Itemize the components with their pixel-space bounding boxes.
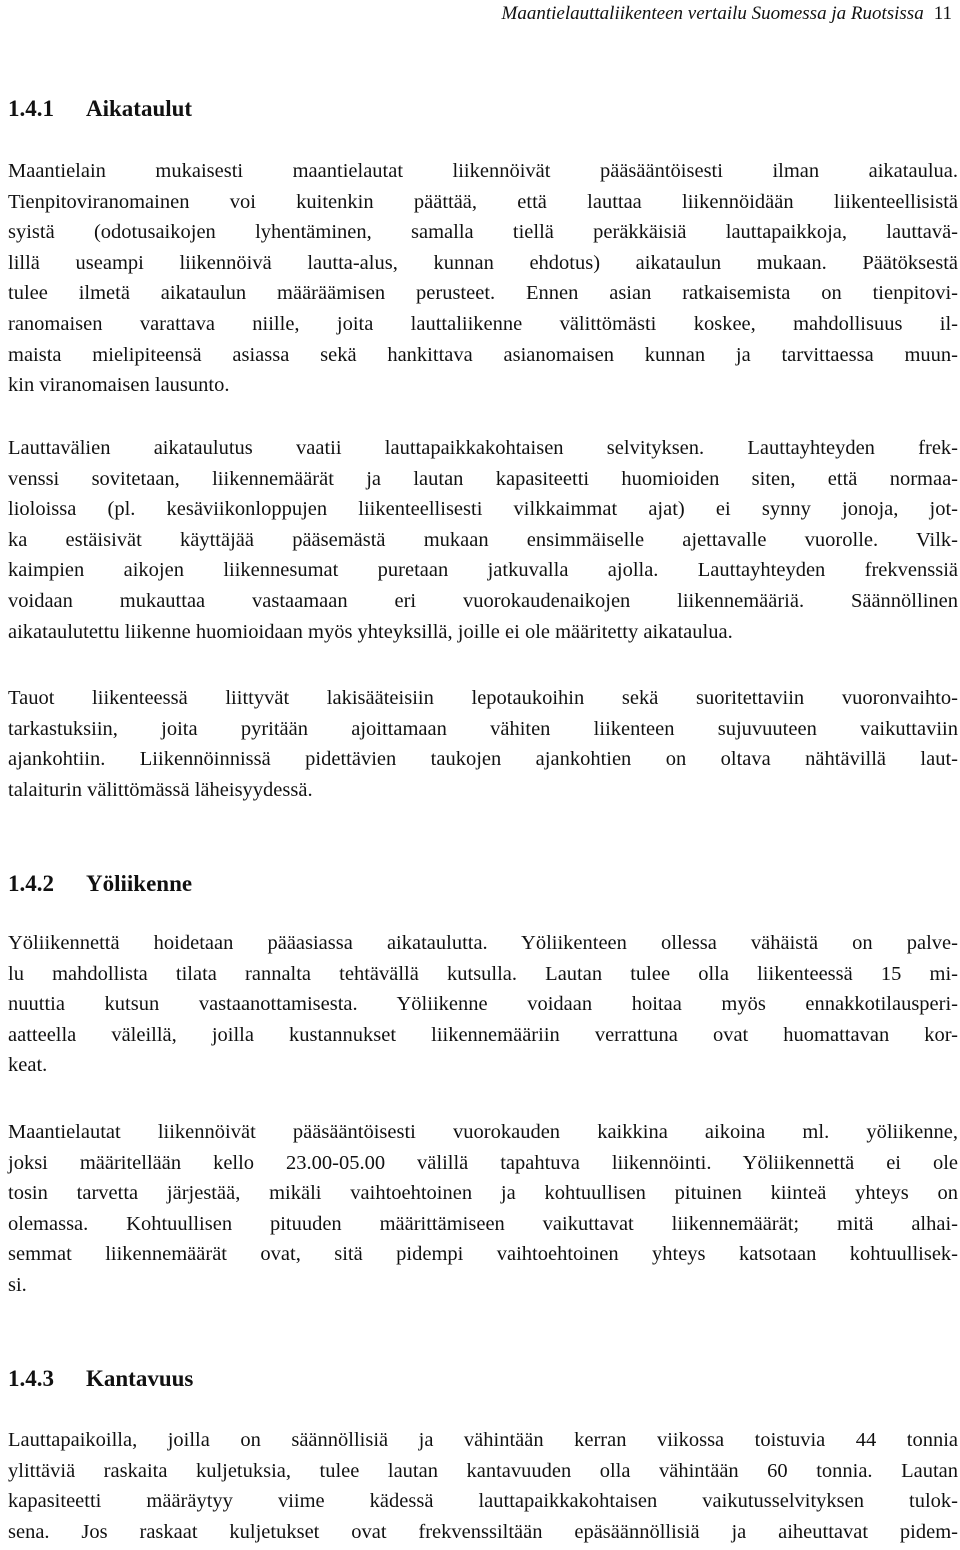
text-line: Maantielain mukaisesti maantielautat liikennöivät pääsääntöisesti ilman aikataulua. <box>8 160 958 182</box>
text-line: aikataulutettu liikenne huomioidaan myös yhteyksillä, joille ei ole määritetty aikataulua. <box>8 620 733 643</box>
paragraph <box>8 928 958 1081</box>
section-heading-1-4-2 <box>8 870 958 898</box>
paragraph <box>8 1117 958 1301</box>
paragraph <box>8 683 958 805</box>
text-line: ylittäviä raskaita kuljetuksia, tulee lautan kantavuuden olla vähintään 60 tonnia. Lautan <box>8 1459 958 1482</box>
text-line: lu mahdollista tilata rannalta tehtävällä kutsulla. Lautan tulee olla liikenteessä 15 mi- <box>8 962 958 985</box>
text-line: talaiturin välittömässä läheisyydessä. <box>8 778 313 801</box>
text-line: Lauttavälien aikataulutus vaatii lauttapaikkakohtaisen selvityksen. Lauttayhteyden frek- <box>8 437 958 459</box>
text-line: tulee ilmetä aikataulun määräämisen perusteet. Ennen asian ratkaisemista on tienpitovi- <box>8 282 958 305</box>
section-title: Aikataulut <box>86 96 193 121</box>
text-line: kapasiteetti määräytyy viime kädessä lauttapaikkakohtaisen vaikutusselvityksen tulok- <box>8 1490 958 1513</box>
running-header-title: Maantielauttaliikenteen vertailu Suomessa ja Ruotsissa <box>501 3 924 24</box>
section-title: Kantavuus <box>86 1366 194 1391</box>
text-line: keat. <box>8 1054 48 1077</box>
text-line: Tauot liikenteessä liittyvät lakisääteisiin lepotaukoihin sekä suoritettaviin vuoronvaihto- <box>8 687 958 709</box>
text-line: voidaan mukauttaa vastaamaan eri vuorokaudenaikojen liikennemääriä. Säännöllinen <box>8 589 958 612</box>
text-line: Yöliikennettä hoidetaan pääasiassa aikataulutta. Yöliikenteen ollessa vähäistä on palve- <box>8 932 958 954</box>
text-line: si. <box>8 1273 27 1296</box>
text-line: maista mielipiteensä asiassa sekä hankittava asianomaisen kunnan ja tarvittaessa muun- <box>8 343 958 366</box>
section-heading-1-4-3 <box>8 1365 958 1393</box>
page-number: 11 <box>933 3 952 24</box>
section-title: Yöliikenne <box>86 871 193 896</box>
running-header <box>502 2 952 26</box>
text-line: tosin tarvetta järjestää, mikäli vaihtoehtoinen ja kohtuullisen pituinen kiinteä yhteys on <box>8 1182 958 1205</box>
text-line: nuuttia kutsun vastaanottamisesta. Yöliikenne voidaan hoitaa myös ennakkotilausperi- <box>8 993 958 1016</box>
text-line: syistä (odotusaikojen lyhentäminen, samalla tiellä peräkkäisiä lauttapaikkoja, lauttavä- <box>8 221 958 244</box>
section-number: 1.4.3 <box>8 1366 54 1391</box>
section-number: 1.4.2 <box>8 871 54 896</box>
text-line: joksi määritellään kello 23.00-05.00 välillä tapahtuva liikennöinti. Yöliikennettä ei ole <box>8 1151 958 1174</box>
text-line: Maantielautat liikennöivät pääsääntöisesti vuorokauden kaikkina aikoina ml. yöliikenne, <box>8 1121 958 1143</box>
paragraph <box>8 433 958 647</box>
text-line: ranomaisen varattava niille, joita lauttaliikenne välittömästi koskee, mahdollisuus il- <box>8 312 958 335</box>
text-line: lioloissa (pl. kesäviikonloppujen liikenteellisesti vilkkaimmat ajat) ei synny jonoja, jot- <box>8 498 958 521</box>
text-line: kaimpien aikojen liikennesumat puretaan jatkuvalla ajolla. Lauttayhteyden frekvenssiä <box>8 559 958 582</box>
text-line: Lauttapaikoilla, joilla on säännöllisiä ja vähintään kerran viikossa toistuvia 44 tonnia <box>8 1429 958 1451</box>
text-line: sena. Jos raskaat kuljetukset ovat frekvenssiltään epäsäännöllisiä ja aiheuttavat pidem- <box>8 1520 958 1543</box>
text-line: lillä useampi liikennöivä lautta-alus, kunnan ehdotus) aikataulun mukaan. Päätöksestä <box>8 251 958 274</box>
text-line: tarkastuksiin, joita pyritään ajoittamaan vähiten liikenteen sujuvuuteen vaikuttaviin <box>8 717 958 740</box>
text-line: ajankohtiin. Liikennöinnissä pidettävien taukojen ajankohtien on oltava nähtävillä laut- <box>8 748 958 771</box>
text-line: semmat liikennemäärät ovat, sitä pidempi vaihtoehtoinen yhteys katsotaan kohtuullisek- <box>8 1243 958 1266</box>
text-line: ka estäisivät käyttäjää pääsemästä mukaan ensimmäiselle ajettavalle vuorolle. Vilk- <box>8 528 958 551</box>
text-line: Tienpitoviranomainen voi kuitenkin päättää, että lauttaa liikennöidään liikenteellisistä <box>8 190 958 213</box>
text-line: kin viranomaisen lausunto. <box>8 374 230 397</box>
section-heading-1-4-1 <box>8 95 958 123</box>
text-line: venssi sovitetaan, liikennemäärät ja lautan kapasiteetti huomioiden siten, että normaa- <box>8 467 958 490</box>
text-line: olemassa. Kohtuullisen pituuden määrittämiseen vaikuttavat liikennemäärät; mitä alhai- <box>8 1212 958 1235</box>
text-line: aatteella väleillä, joilla kustannukset liikennemääriin verrattuna ovat huomattavan kor- <box>8 1023 958 1046</box>
section-number: 1.4.1 <box>8 96 54 121</box>
paragraph <box>8 156 958 401</box>
paragraph <box>8 1425 958 1547</box>
